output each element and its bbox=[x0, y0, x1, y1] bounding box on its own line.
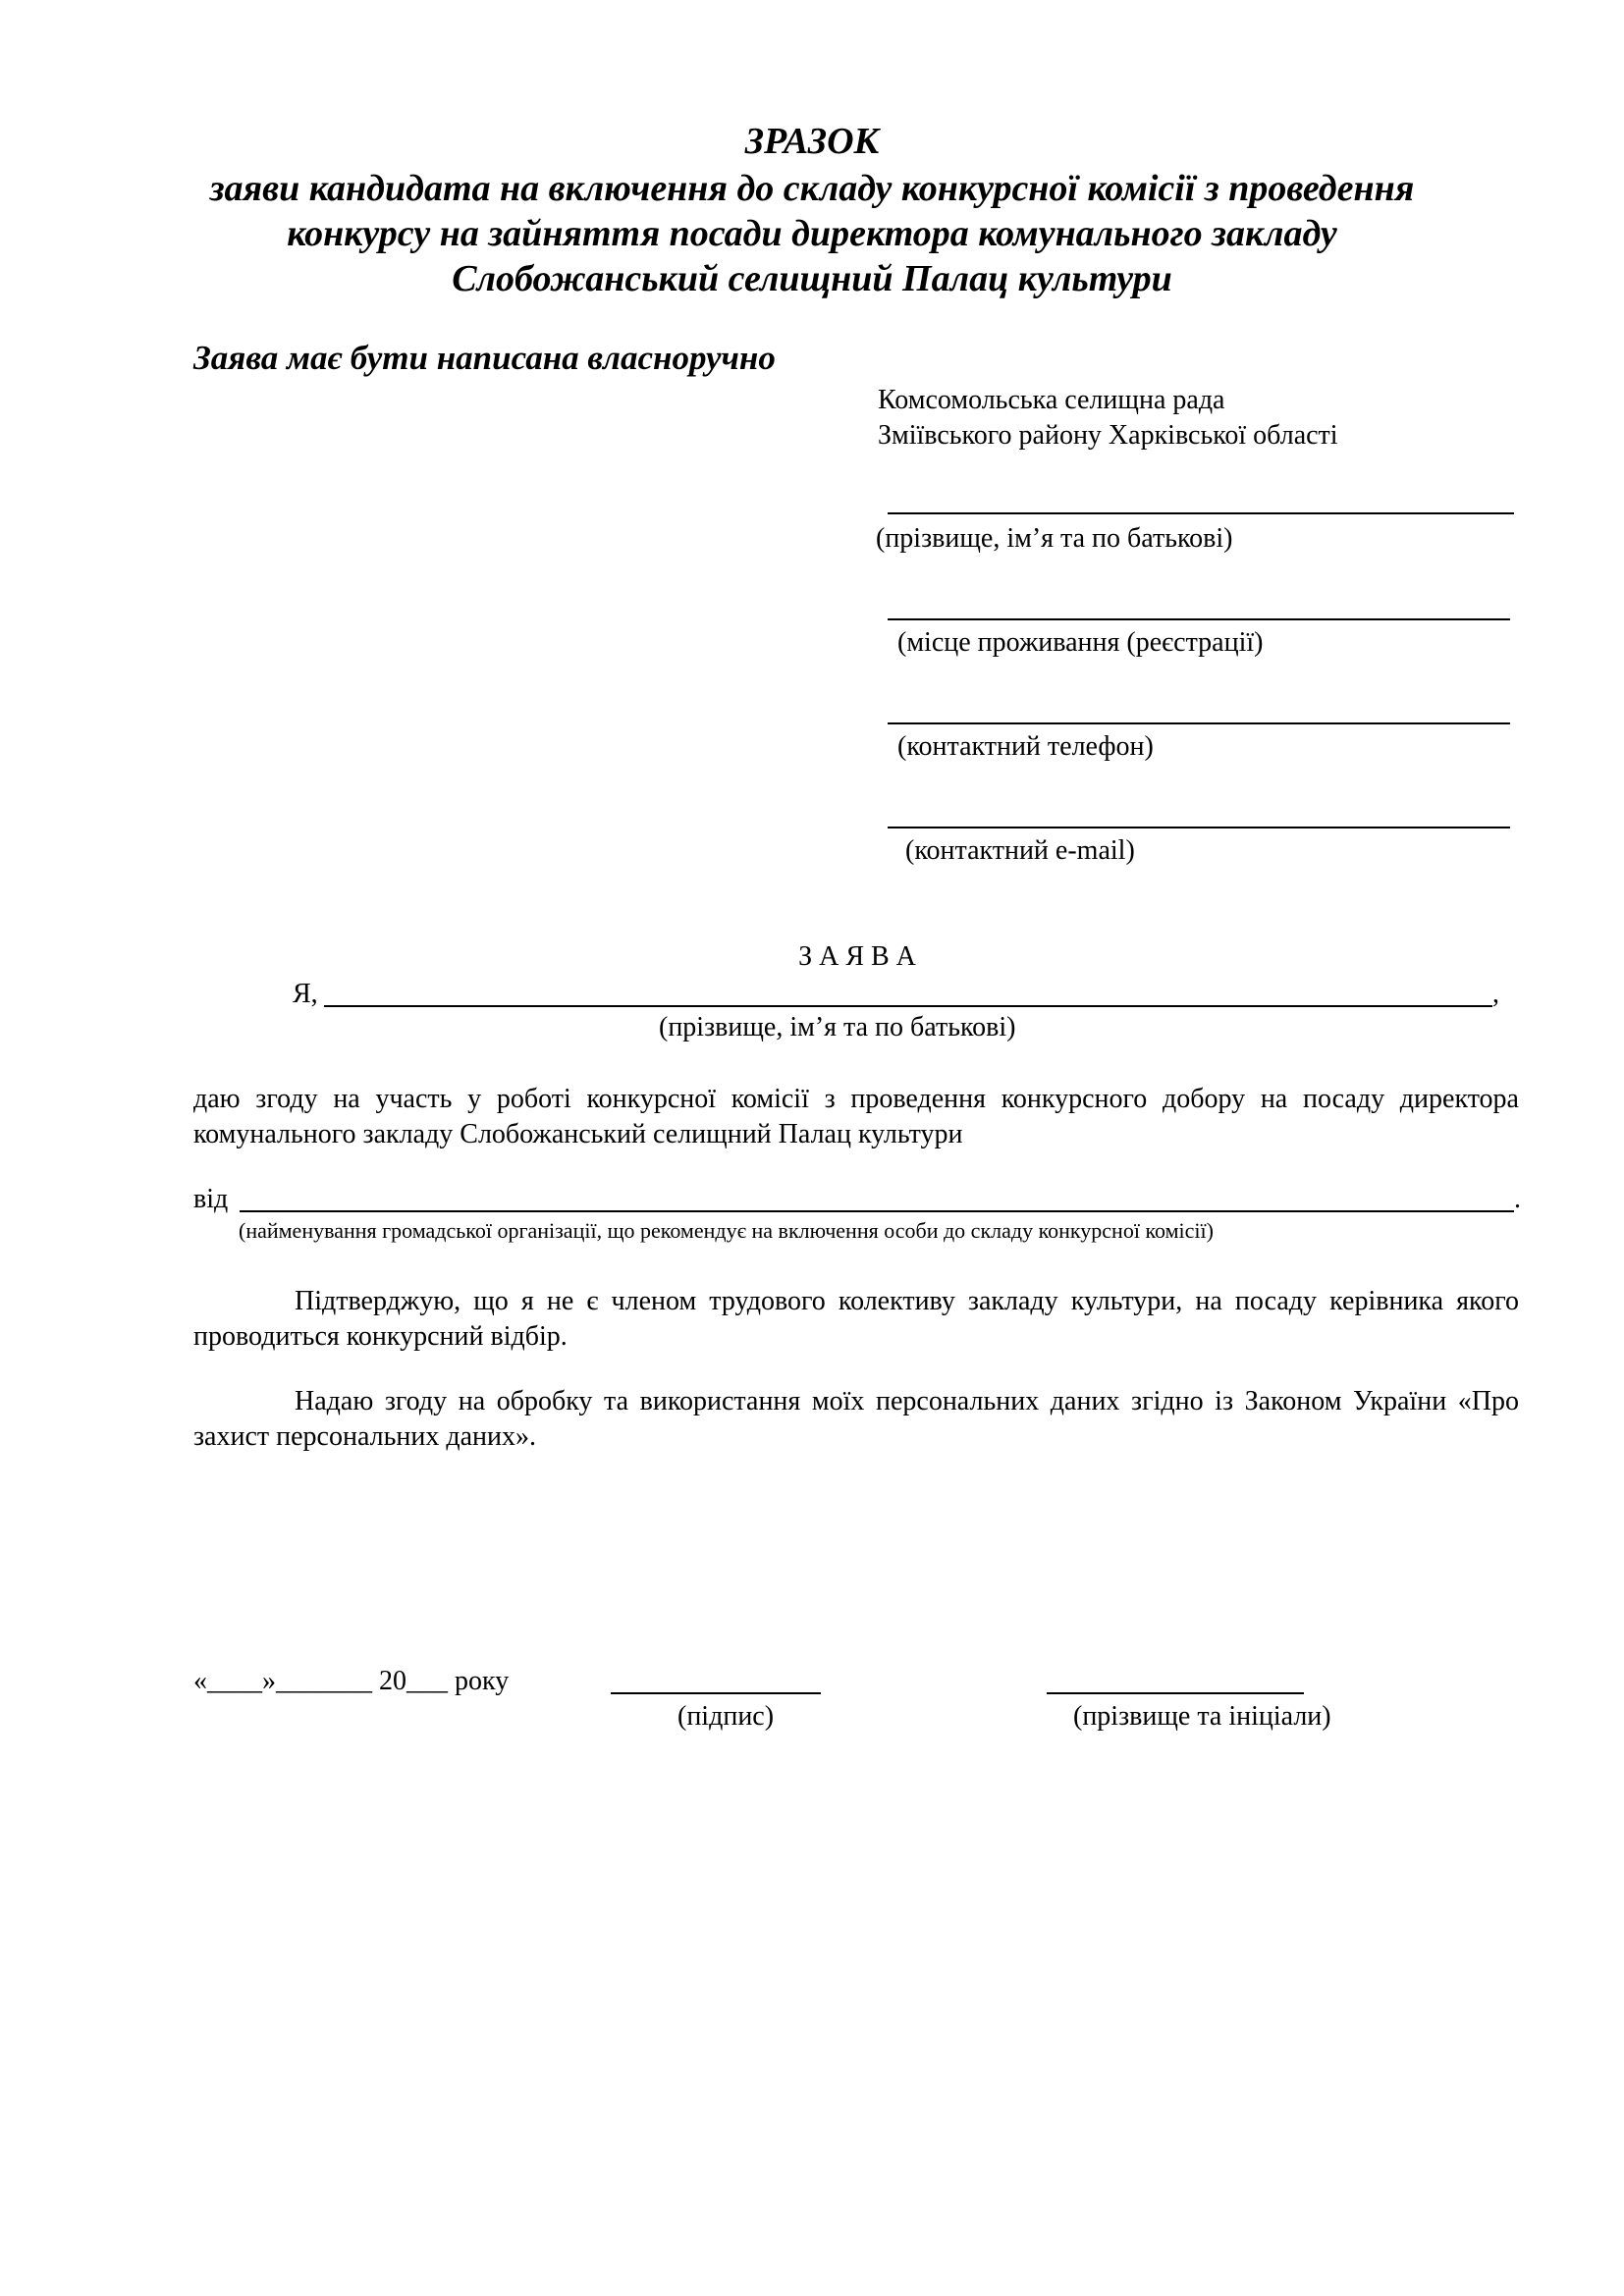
name-field-line[interactable] bbox=[888, 512, 1514, 514]
organization-field-line[interactable] bbox=[240, 1210, 1514, 1212]
document-title: ЗРАЗОК bbox=[744, 121, 880, 162]
document-subtitle-line-3: Слобожанський селищний Палац культури bbox=[452, 258, 1172, 299]
email-field-line[interactable] bbox=[888, 827, 1510, 828]
residence-field-line[interactable] bbox=[888, 618, 1510, 620]
from-suffix: . bbox=[1514, 1184, 1521, 1214]
initials-line[interactable] bbox=[1047, 1692, 1304, 1694]
statement-prefix: Я, bbox=[293, 979, 318, 1009]
signature-line[interactable] bbox=[611, 1692, 821, 1694]
organization-caption: (найменування громадської організації, що рекомендує на включення особи до складу конкурсної комісії) bbox=[239, 1218, 1214, 1243]
initials-caption: (прізвище та ініціали) bbox=[1073, 1701, 1331, 1732]
from-prefix: від bbox=[193, 1184, 229, 1214]
addressee-line-1: Комсомольська селищна рада bbox=[878, 385, 1225, 415]
data-consent-paragraph: Надаю згоду на обробку та використання моїх персональних даних згідно із Законом України «Про захист персональних даних». bbox=[193, 1386, 1519, 1452]
statement-name-caption: (прізвище, ім’я та по батькові) bbox=[659, 1012, 1016, 1042]
name-field-caption: (прізвище, ім’я та по батькові) bbox=[876, 523, 1233, 554]
document-subtitle-line-1: заяви кандидата на включення до складу конкурсної комісії з проведення bbox=[209, 168, 1415, 209]
document-subtitle-line-2: конкурсу на зайняття посади директора комунального закладу bbox=[287, 213, 1337, 254]
confirmation-paragraph: Підтверджую, що я не є членом трудового колективу закладу культури, на посаду керівника якого проводиться конкурсний відбір. bbox=[193, 1286, 1519, 1352]
signature-caption: (підпис) bbox=[677, 1701, 775, 1732]
handwritten-note: Заява має бути написана власноручно bbox=[193, 339, 776, 377]
phone-field-line[interactable] bbox=[888, 722, 1510, 724]
statement-suffix: , bbox=[1492, 979, 1499, 1009]
statement-title: З А Я В А bbox=[798, 941, 916, 972]
date-field[interactable]: «____»_______ 20___ року bbox=[193, 1666, 510, 1696]
statement-name-line[interactable] bbox=[324, 1005, 1492, 1007]
residence-field-caption: (місце проживання (реєстрації) bbox=[897, 627, 1264, 658]
consent-paragraph: даю згоду на участь у роботі конкурсної комісії з проведення конкурсного добору на посаду директора комунального закладу Слобожанський селищний Палац культури bbox=[193, 1084, 1519, 1149]
phone-field-caption: (контактний телефон) bbox=[897, 731, 1154, 762]
email-field-caption: (контактний e-mail) bbox=[905, 835, 1135, 866]
addressee-line-2: Зміївського району Харківської області bbox=[878, 420, 1338, 451]
